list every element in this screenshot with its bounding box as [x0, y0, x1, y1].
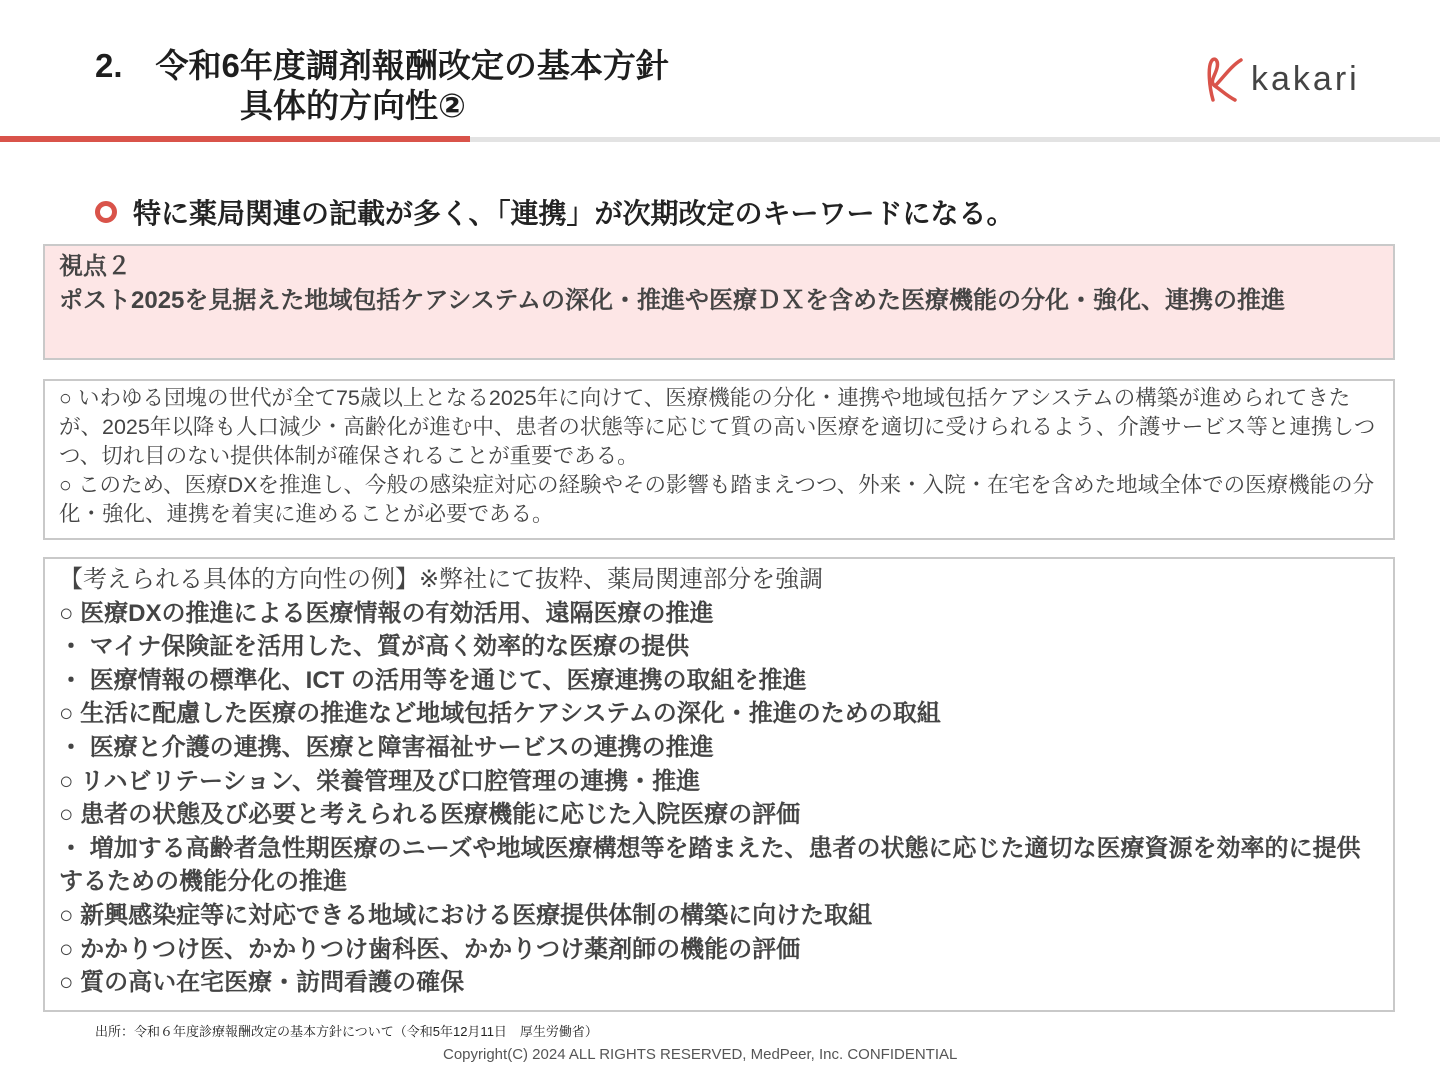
lead-statement: [95, 192, 1014, 232]
examples-box: [43, 557, 1395, 1012]
lead-text: 特に薬局関連の記載が多く、「連携」が次期改定のキーワードになる。: [133, 198, 1015, 229]
title-underline-accent: [0, 136, 470, 142]
list-item: ○ かかりつけ医、かかりつけ歯科医、かかりつけ薬剤師の機能の評価: [59, 935, 801, 963]
list-item: ○ 医療DXの推進による医療情報の有効活用、遠隔医療の推進: [59, 599, 714, 627]
viewpoint-label: 視点２: [59, 253, 131, 280]
list-item: ・ 増加する高齢者急性期医療のニーズや地域医療構想等を踏まえた、患者の状態に応じた適切な医療資源を効率的に提供するための機能分化の推進: [59, 834, 1361, 896]
page-subtitle: 具体的方向性②: [240, 87, 466, 124]
list-item: ・ 医療情報の標準化、ICT の活用等を通じて、医療連携の取組を推進: [59, 666, 807, 694]
viewpoint-text: ポスト2025を見据えた地域包括ケアシステムの深化・推進や医療ＤＸを含めた医療機能の分化・強化、連携の推進: [59, 287, 1286, 314]
copyright: Copyright(C) 2024 ALL RIGHTS RESERVED, MedPeer, Inc. CONFIDENTIAL: [443, 1046, 958, 1063]
source-note: 出所：令和６年度診療報酬改定の基本方針について（令和5年12月11日 厚生労働省）: [95, 1024, 598, 1039]
list-item: ○ リハビリテーション、栄養管理及び口腔管理の連携・推進: [59, 767, 701, 795]
logo-text: kakari: [1251, 59, 1360, 98]
examples-heading: 【考えられる具体的方向性の例】※弊社にて抜粋、薬局関連部分を強調: [59, 566, 824, 593]
list-item: ○ 患者の状態及び必要と考えられる医療機能に応じた入院医療の評価: [59, 801, 801, 829]
list-item: ・ 医療と介護の連携、医療と障害福祉サービスの連携の推進: [59, 733, 714, 761]
page-title: 2. 令和6年度調剤報酬改定の基本方針: [95, 47, 669, 84]
viewpoint-box: [43, 244, 1395, 360]
background-paragraph: ○ このため、医療DXを推進し、今般の感染症対応の経験やその影響も踏まえつつ、外来・入院・在宅を含めた地域全体での医療機能の分化・強化、連携を着実に進めることが必要である。: [59, 473, 1375, 526]
list-item: ・ マイナ保険証を活用した、質が高く効率的な医療の提供: [59, 633, 690, 661]
background-box: [43, 379, 1395, 540]
list-item: ○ 生活に配慮した医療の推進など地域包括ケアシステムの深化・推進のための取組: [59, 700, 941, 728]
list-item: ○ 新興感染症等に対応できる地域における医療提供体制の構築に向けた取組: [59, 901, 873, 929]
background-paragraph: ○ いわゆる団塊の世代が全て75歳以上となる2025年に向けて、医療機能の分化・連携や地域包括ケアシステムの構築が進められてきたが、2025年以降も人口減少・高齢化が進む中、患者の状態等に応じて質の高い医療を適切に受けられるよう、介護サービス等と連携しつつ、切れ目のない提供体制が確保されることが重要である。: [59, 386, 1376, 468]
bullet-ring-icon: [95, 201, 117, 223]
title-underline: [470, 137, 1440, 142]
kakari-logo-icon: [1205, 56, 1245, 102]
list-item: ○ 質の高い在宅医療・訪問看護の確保: [59, 969, 465, 997]
kakari-logo: [1205, 56, 1360, 102]
